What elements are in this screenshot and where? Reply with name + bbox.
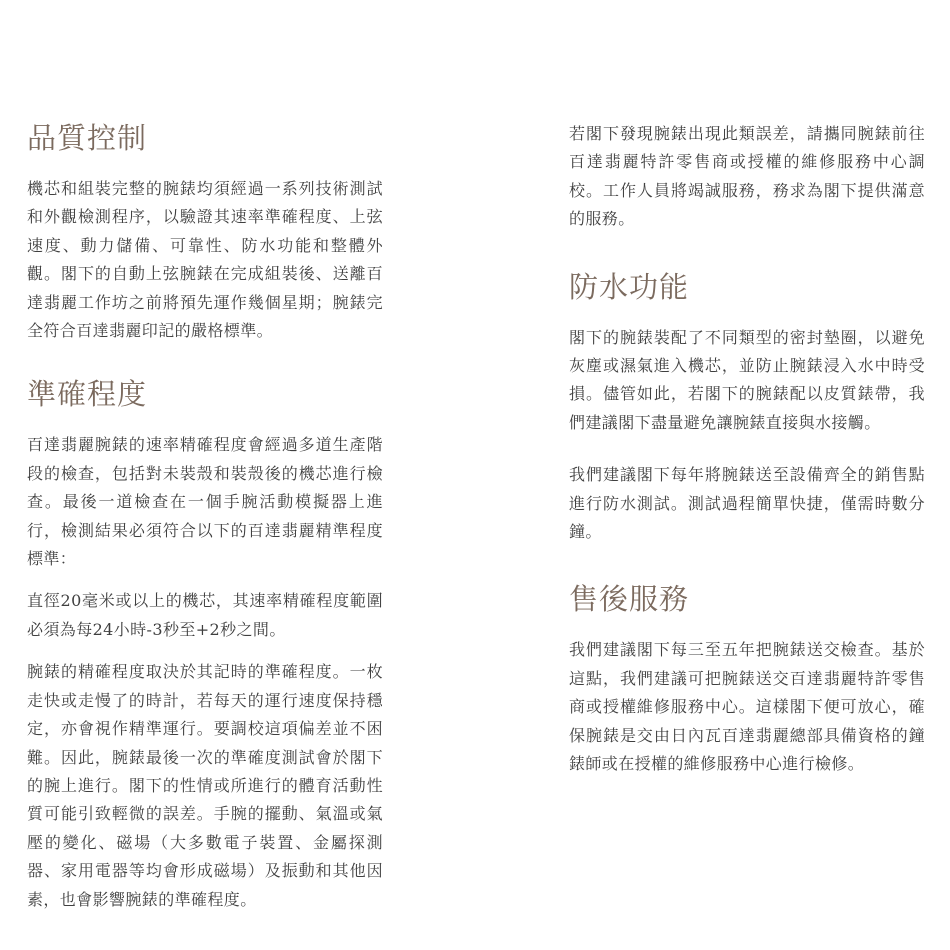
accuracy-paragraph-1: 百達翡麗腕錶的速率精確程度會經過多道生產階段的檢查，包括對未裝殼和裝殼後的機芯進行檢查。最後一道檢查在一個手腕活動模擬器上進行，檢測結果必須符合以下的百達翡麗精準程度標準： [27, 435, 383, 569]
water-resistance-paragraph-2: 我們建議閣下每年將腕錶送至設備齊全的銷售點進行防水測試。測試過程簡單快捷，僅需時數分鐘。 [569, 465, 925, 542]
quality-control-heading: 品質控制 [27, 121, 148, 155]
quality-control-paragraph: 機芯和組裝完整的腕錶均須經過一系列技術測試和外觀檢測程序，以驗證其速率準確程度、上弦速度、動力儲備、可靠性、防水功能和整體外觀。閣下的自動上弦腕錶在完成組裝後、送離百達翡麗工作坊之前將預先運作幾個星期；腕錶完全符合百達翡麗印記的嚴格標準。 [27, 179, 383, 341]
accuracy-heading: 準確程度 [27, 377, 148, 412]
accuracy-paragraph-2: 直徑20毫米或以上的機芯，其速率精確程度範圍必須為每24小時-3秒至+2秒之間。 [27, 591, 383, 639]
after-sales-service-paragraph: 我們建議閣下每三至五年把腕錶送交檢查。基於這點，我們建議可把腕錶送交百達翡麗特許零售商或授權維修服務中心。這樣閣下便可放心，確保腕錶是交由日內瓦百達翡麗總部具備資格的鐘錶師或在授權的維修服務中心進行檢修。 [569, 640, 925, 774]
quality-control-section [27, 118, 383, 345]
adjustment-paragraph: 若閣下發現腕錶出現此類誤差，請攜同腕錶前往百達翡麗特許零售商或授權的維修服務中心調校。工作人員將竭誠服務，務求為閣下提供滿意的服務。 [569, 124, 925, 229]
right-column [569, 120, 925, 812]
after-sales-service-heading: 售後服務 [569, 582, 690, 617]
accuracy-paragraph-3: 腕錶的精確程度取決於其記時的準確程度。一枚走快或走慢了的時計，若每天的運行速度保持穩定，亦會視作精準運行。要調校這項偏差並不困難。因此，腕錶最後一次的準確度測試會於閣下的腕上進行。閣下的性情或所進行的體育活動性質可能引致輕微的誤差。手腕的擺動、氣溫或氣壓的變化、磁場（大多數電子裝置、金屬探測器、家用電器等均會形成磁場）及振動和其他因素，也會影響腕錶的準確程度。 [27, 662, 383, 909]
water-resistance-heading: 防水功能 [569, 269, 690, 304]
adjustment-intro-section [569, 120, 925, 234]
accuracy-section [27, 374, 383, 914]
after-sales-service-section [569, 579, 925, 778]
water-resistance-section [569, 267, 925, 547]
left-column [27, 118, 383, 943]
water-resistance-paragraph-1: 閣下的腕錶裝配了不同類型的密封墊圈，以避免灰塵或濕氣進入機芯，並防止腕錶浸入水中時受損。儘管如此，若閣下的腕錶配以皮質錶帶，我們建議閣下盡量避免讓腕錶直接與水接觸。 [569, 327, 925, 432]
